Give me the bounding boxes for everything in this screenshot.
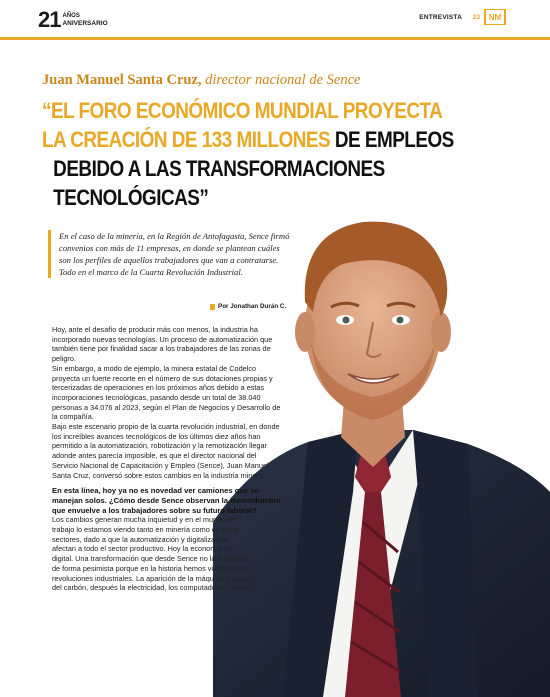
lead-paragraph: En el caso de la minería, en la Región de Antofagasta, Sence firmó convenios con más de 11 empresas, en donde se plantean cuáles son los perfiles de aquellos trabajadores que van a contratarse. Todo en el marco de la Cuarta Revolución Industrial. xyxy=(48,230,292,278)
paragraph-3: Bajo este escenario propio de la cuarta revolución industrial, en donde los increíbles avances tecnológicos de los últimos diez años han permitido a la automatización, robotización y la remotización llegar adonde antes parecía imposible, es que el director nacional del Servicio Nacional de Capacitación y Empleo (Sence), Juan Manuel Santa Cruz, conversó sobre estos cambios en la industria minera. xyxy=(52,422,280,480)
interview-question-1: En esta línea, hoy ya no es novedad ver camiones que se manejan solos. ¿Cómo desde Sence observan la incertidumbre que envuelve a los trabajadores sobre su futuro laboral? xyxy=(52,486,281,515)
kicker-role: director nacional de Sence xyxy=(201,72,361,88)
magazine-logo: NM xyxy=(484,9,506,25)
kicker xyxy=(42,72,360,89)
paragraph-1: Hoy, ante el desafío de producir más con menos, la industria ha incorporado nuevas tecnologías. Un proceso de automatización que también tiene por finalidad sacar a los trabajadores de las zonas de peligro. xyxy=(52,325,273,364)
paragraph-4: Los cambios generan mucha inquietud y en el mundo del trabajo lo estamos viendo tanto en minería como en otros sectores, dado a que la automatización y digitalización afectan a todo el sector productivo. Hoy la economía es digital. Una transformación que desde Sence no la miramos de forma pesimista porque en la historia hemos vivido varias revoluciones industriales. La aparición de la máquina a vapor, del carbón, después la electricidad, los computadores y estos xyxy=(52,515,252,593)
kicker-name: Juan Manuel Santa Cruz, xyxy=(42,72,202,88)
headline-line3: DEBIDO A LAS TRANSFORMACIONES TECNOLÓGICAS” xyxy=(53,156,385,210)
headline-line1: “EL FORO ECONÓMICO MUNDIAL PROYECTA xyxy=(42,98,443,123)
article-body xyxy=(52,325,282,593)
byline xyxy=(210,303,286,310)
byline-author: Por Jonathan Durán C. xyxy=(218,303,287,310)
page-number: 23 xyxy=(472,14,480,21)
paragraph-2: Sin embargo, a modo de ejemplo, la minera estatal de Codelco proyecta un fuerte recorte en el número de sus dotaciones propias y tercerizadas de operaciones en los próximos años debido a estas incorporaciones tecnológicas, pasando desde un total de 38.040 personas a 34.076 al 2023, según el Plan de Negocios y Desarrollo de la compañía. xyxy=(52,363,281,422)
headline-line2-highlight: LA CREACIÓN DE 133 MILLONES xyxy=(42,127,331,152)
section-label: ENTREVISTA xyxy=(419,14,462,21)
anniversary-label: ANIVERSARIO xyxy=(62,20,108,27)
page-header xyxy=(0,0,550,38)
headline-line2-rest: DE EMPLEOS xyxy=(330,127,454,152)
anniversary-number: 21 xyxy=(38,7,61,32)
anniversary-years: AÑOS xyxy=(62,13,80,19)
header-rule xyxy=(0,37,550,40)
anniversary-badge xyxy=(38,9,108,31)
byline-marker xyxy=(210,304,215,310)
